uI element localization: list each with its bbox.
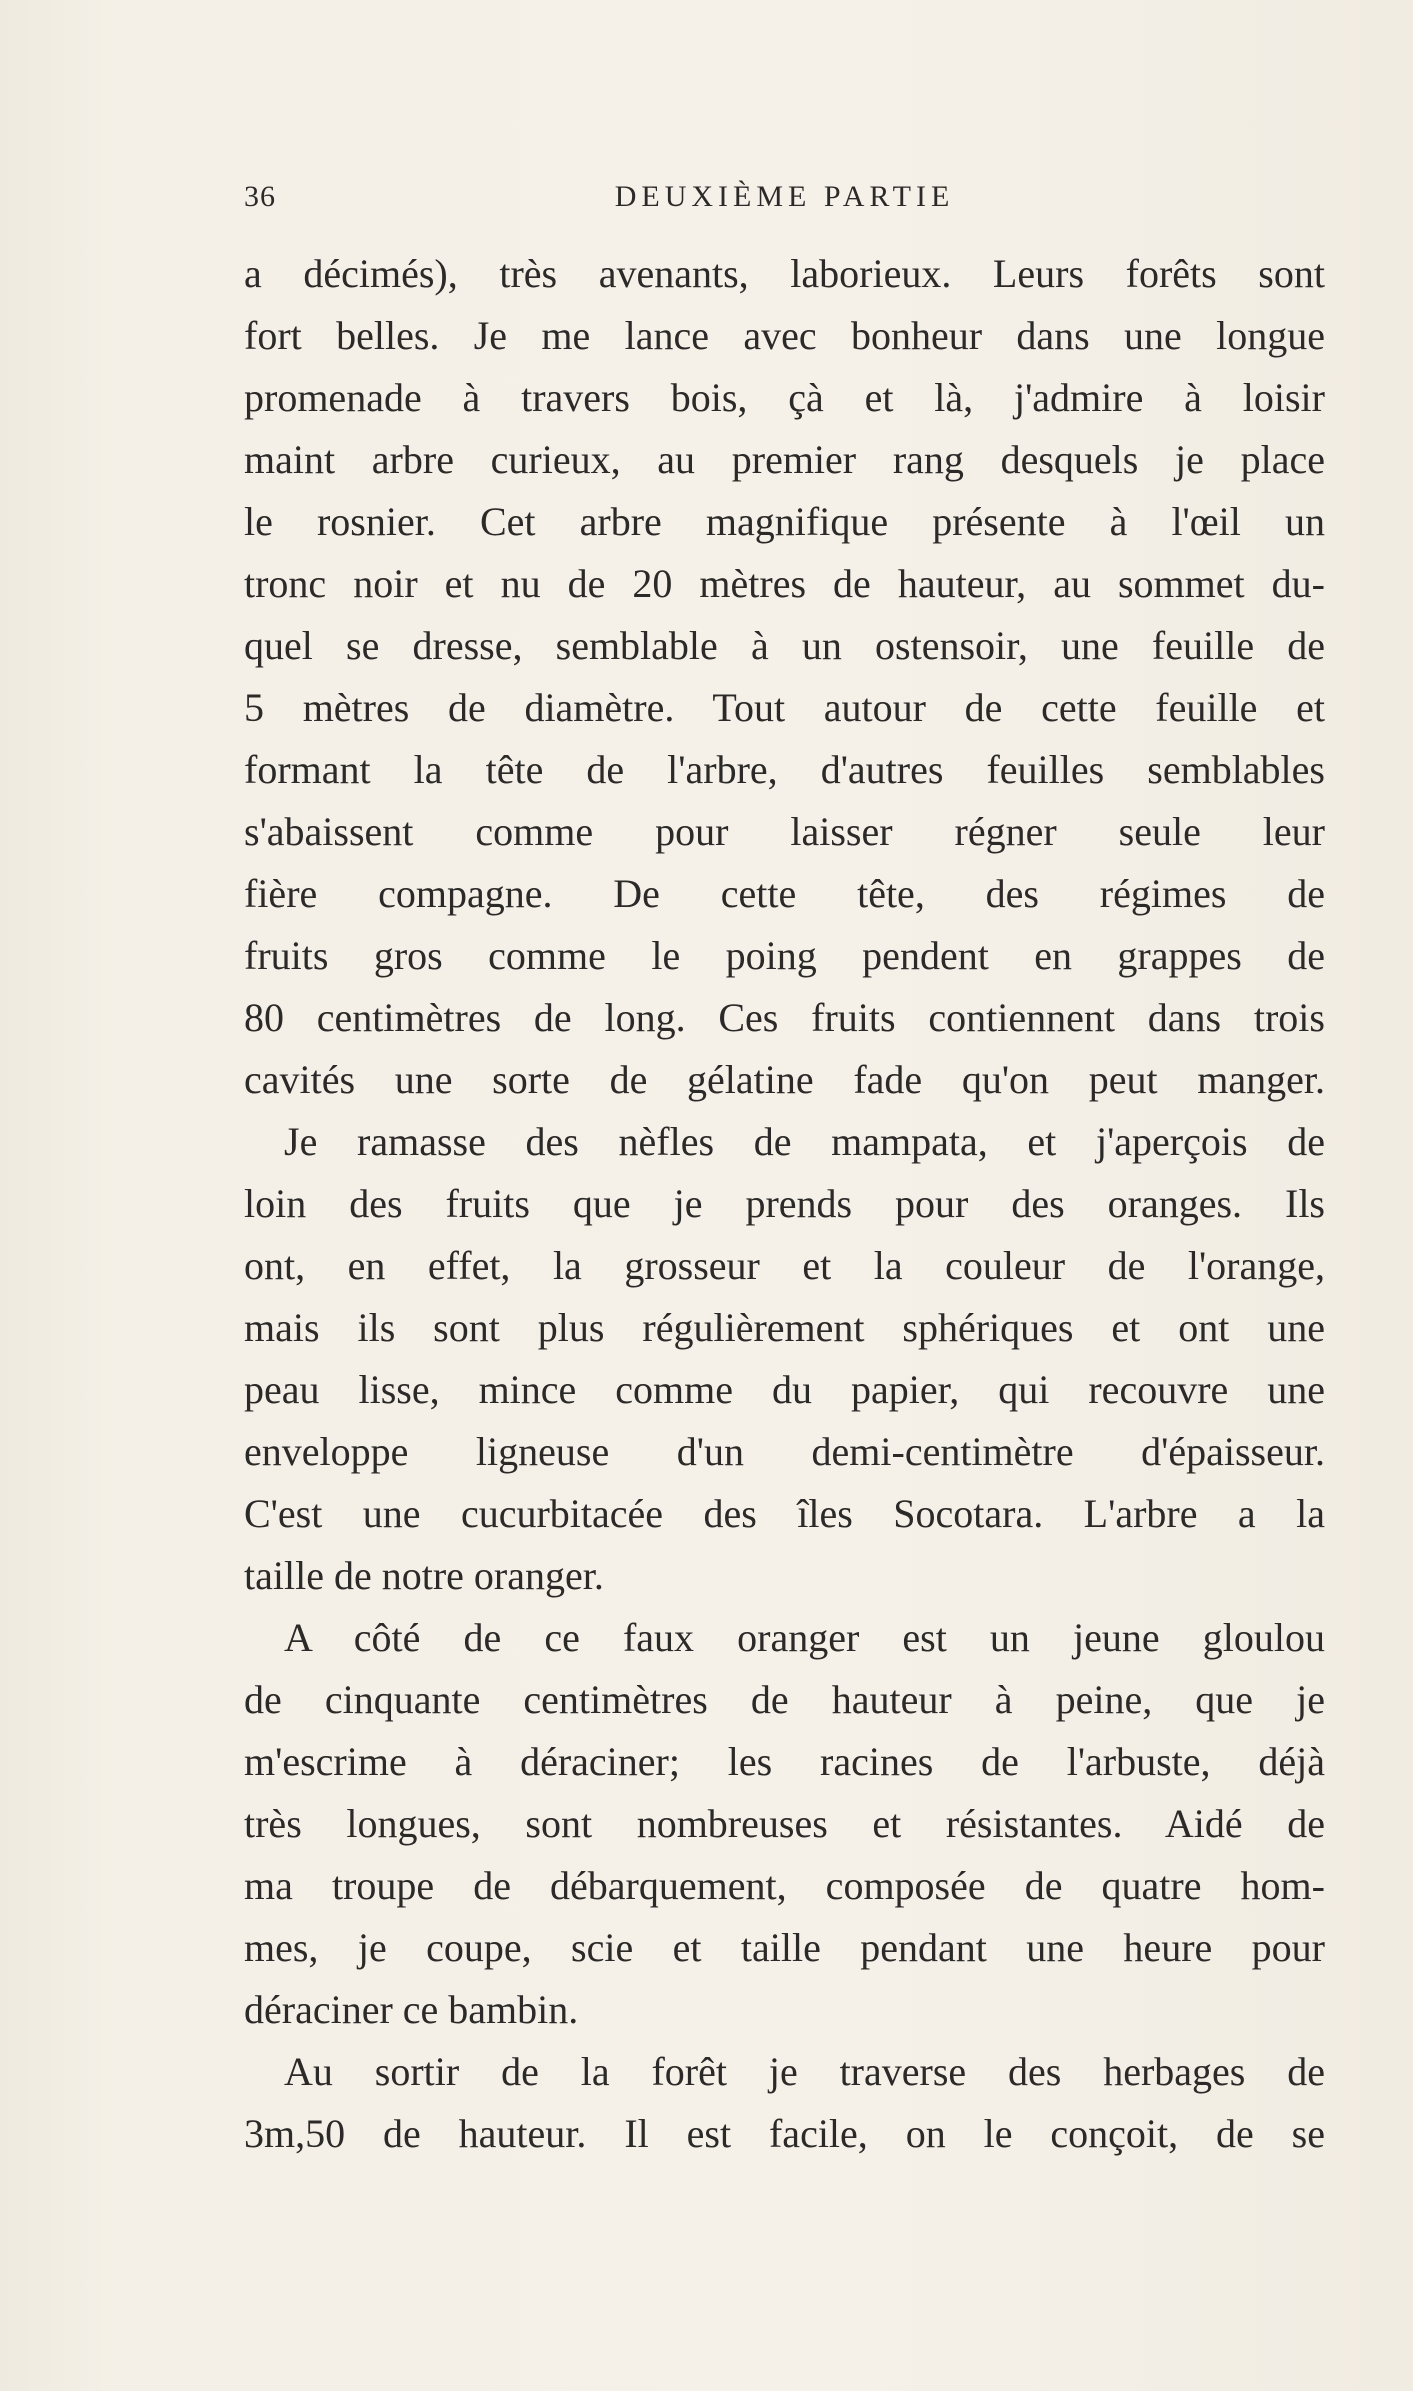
text-line: ont, en effet, la grosseur et la couleur de l'orange, [244,1243,1325,1288]
text-line: le rosnier. Cet arbre magnifique présente à l'œil un [244,499,1325,544]
running-head [244,180,1325,220]
text-line: m'escrime à déraciner; les racines de l'arbuste, déjà [244,1739,1325,1784]
text-line: C'est une cucurbitacée des îles Socotara. L'arbre a la [244,1491,1325,1536]
text-line: mes, je coupe, scie et taille pendant une heure pour [244,1925,1325,1970]
text-line: Au sortir de la forêt je traverse des herbages de [284,2049,1325,2094]
text-line: ma troupe de débarquement, composée de quatre hom- [244,1863,1325,1908]
text-line: taille de notre oranger. [244,1553,604,1598]
paragraph [244,243,1325,1111]
text-line: formant la tête de l'arbre, d'autres feuilles semblables [244,747,1325,792]
text-line: fière compagne. De cette tête, des régimes de [244,871,1325,916]
text-line: déraciner ce bambin. [244,1987,579,2032]
text-line: cavités une sorte de gélatine fade qu'on peut manger. [244,1057,1325,1102]
text-line: s'abaissent comme pour laisser régner seule leur [244,809,1325,854]
text-line: très longues, sont nombreuses et résistantes. Aidé de [244,1801,1325,1846]
paragraph [244,1111,1325,1607]
text-line: Je ramasse des nèfles de mampata, et j'aperçois de [284,1119,1325,1164]
text-line: 3m,50 de hauteur. Il est facile, on le conçoit, de se [244,2111,1325,2156]
text-line: a décimés), très avenants, laborieux. Leurs forêts sont [244,251,1325,296]
running-title: DEUXIÈME PARTIE [614,180,955,213]
paragraph [244,2041,1325,2165]
text-line: tronc noir et nu de 20 mètres de hauteur, au sommet du- [244,561,1325,606]
text-line: enveloppe ligneuse d'un demi-centimètre d'épaisseur. [244,1429,1325,1474]
text-line: de cinquante centimètres de hauteur à peine, que je [244,1677,1325,1722]
page-number: 36 [244,180,276,213]
text-line: fort belles. Je me lance avec bonheur dans une longue [244,313,1325,358]
text-line: 80 centimètres de long. Ces fruits contiennent dans trois [244,995,1325,1040]
text-line: A côté de ce faux oranger est un jeune gloulou [284,1615,1325,1660]
text-line: loin des fruits que je prends pour des oranges. Ils [244,1181,1325,1226]
text-line: 5 mètres de diamètre. Tout autour de cette feuille et [244,685,1325,730]
paragraph [244,1607,1325,2041]
body-text [244,243,1325,2165]
text-line: quel se dresse, semblable à un ostensoir, une feuille de [244,623,1325,668]
text-line: promenade à travers bois, çà et là, j'admire à loisir [244,375,1325,420]
text-line: fruits gros comme le poing pendent en grappes de [244,933,1325,978]
text-line: maint arbre curieux, au premier rang desquels je place [244,437,1325,482]
text-line: mais ils sont plus régulièrement sphériques et ont une [244,1305,1325,1350]
text-line: peau lisse, mince comme du papier, qui recouvre une [244,1367,1325,1412]
